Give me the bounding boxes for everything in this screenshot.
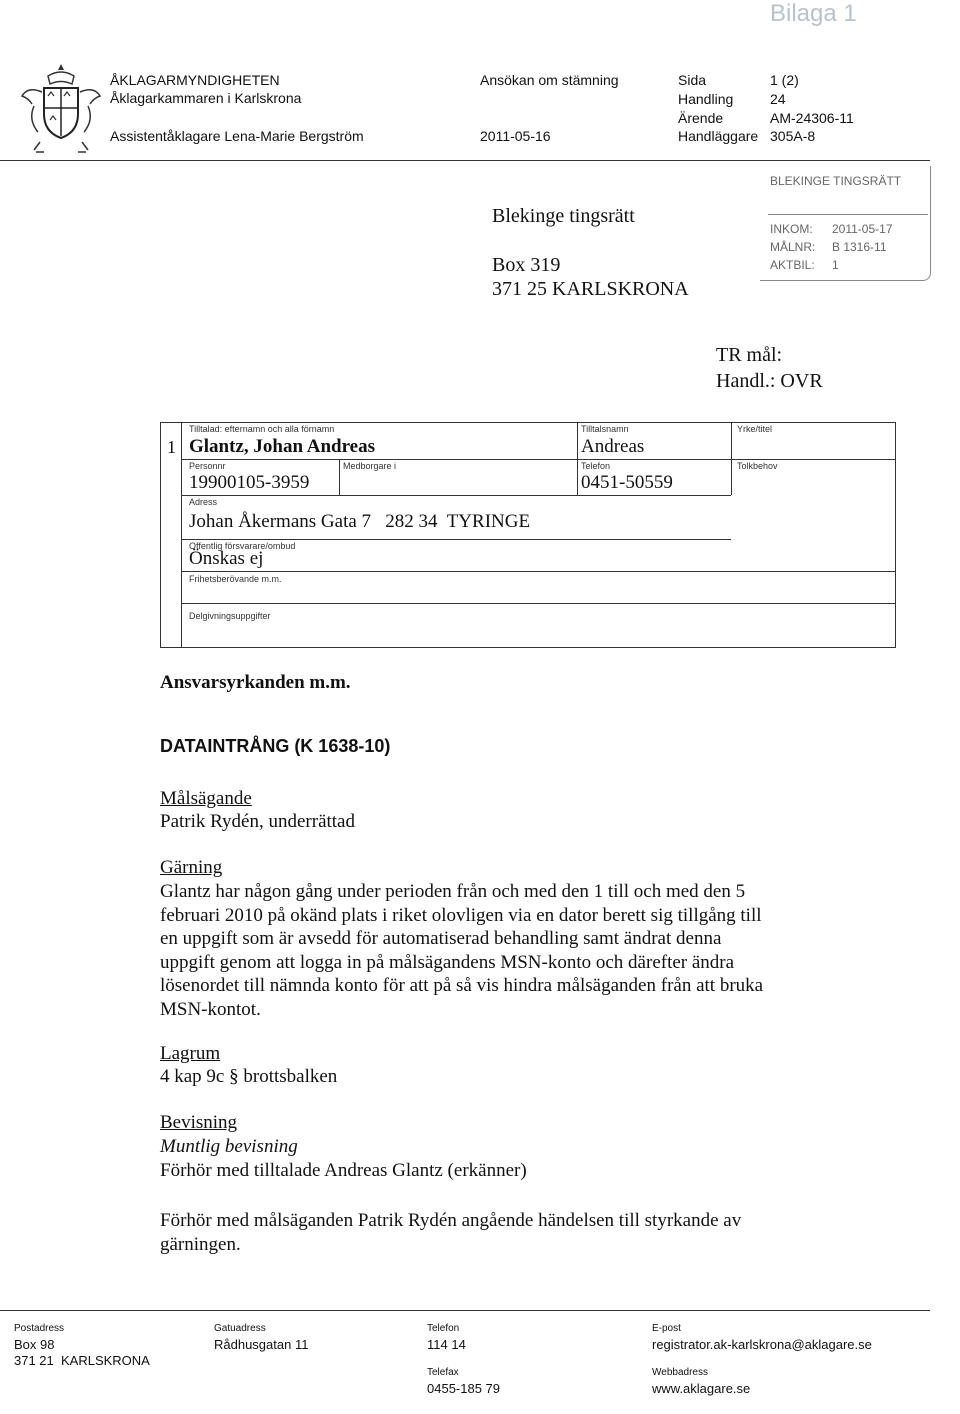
recipient-line-3: 371 25 KARLSKRONA — [492, 278, 689, 300]
footer-fax-label: Telefax — [427, 1367, 459, 1378]
footer-post-2: 371 21 KARLSKRONA — [14, 1353, 150, 1368]
tolkbehov-label: Tolkbehov — [737, 461, 778, 471]
lagrum-heading: Lagrum — [160, 1043, 221, 1064]
attachment-label: Bilaga 1 — [770, 0, 857, 27]
lagrum: 4 kap 9c § brottsbalken — [160, 1066, 338, 1087]
crime-heading: DATAINTRÅNG (K 1638-10) — [160, 736, 391, 756]
handlaggare-value: 305A-8 — [770, 128, 816, 144]
arende-value: AM-24306-11 — [770, 110, 854, 126]
footer-tel: 114 14 — [427, 1337, 466, 1352]
form-vertical-rule — [181, 423, 182, 647]
form-row-rule — [181, 539, 731, 540]
stamp-malnr-value: B 1316-11 — [832, 240, 887, 254]
forsvarare: Önskas ej — [189, 548, 264, 569]
footer-post-label: Postadress — [14, 1323, 65, 1334]
forhor-tilltalad: Förhör med tilltalade Andreas Glantz (erkänner) — [160, 1160, 527, 1181]
yrke-label: Yrke/titel — [737, 424, 773, 434]
personnr-label: Personnr — [189, 461, 226, 471]
defendant-name: Glantz, Johan Andreas — [189, 436, 375, 457]
footer-divider — [0, 1310, 930, 1311]
medborgare-label: Medborgare i — [343, 461, 397, 471]
form-row-rule — [181, 603, 895, 604]
name-label: Tilltalad: efternamn och alla förnamn — [189, 424, 335, 434]
garning-heading: Gärning — [160, 857, 223, 878]
forhor-line: Förhör med målsäganden Patrik Rydén angående händelsen till styrkande av — [160, 1210, 742, 1231]
org-name: ÅKLAGARMYNDIGHETEN — [110, 72, 280, 88]
document-date: 2011-05-16 — [480, 128, 551, 144]
recipient-line-1: Blekinge tingsrätt — [492, 205, 635, 227]
garning-line: Glantz har någon gång under perioden från och med den 1 till och med den 5 — [160, 881, 746, 902]
defendant-form — [160, 422, 896, 648]
footer-fax: 0455-185 79 — [427, 1381, 501, 1396]
garning-line: MSN-kontot. — [160, 998, 261, 1020]
stamp-inkom-label: INKOM: — [770, 222, 813, 236]
arende-label: Ärende — [678, 110, 724, 126]
section-heading-ansvar: Ansvarsyrkanden m.m. — [160, 672, 351, 693]
garning-line: lösenordet till nämnda konto för att på så vis hindra målsäganden från att bruka — [160, 975, 764, 996]
handling-label: Handling — [678, 91, 734, 107]
sida-value: 1 (2) — [770, 72, 799, 88]
garning-line: uppgift genom att logga in på målsägandens MSN-konto och därefter ändra — [160, 951, 735, 973]
telefon-label: Telefon — [581, 461, 611, 471]
form-vertical-rule — [339, 459, 340, 495]
adress-label: Adress — [189, 497, 218, 507]
tr-mal: TR mål: — [716, 344, 783, 366]
footer-epost[interactable]: registrator.ak-karlskrona@aklagare.se — [652, 1337, 872, 1352]
forhor-line: gärningen. — [160, 1233, 241, 1255]
personnr: 19900105-3959 — [189, 472, 310, 493]
tilltalsnamn: Andreas — [581, 436, 645, 457]
bevisning-heading: Bevisning — [160, 1112, 238, 1133]
garning-text — [160, 880, 763, 1021]
coat-of-arms-logo — [20, 62, 102, 158]
adress: Johan Åkermans Gata 7 282 34 TYRINGE — [189, 511, 531, 532]
frihet-label: Frihetsberövande m.m. — [189, 574, 282, 584]
sida-label: Sida — [678, 72, 707, 88]
footer-webb[interactable]: www.aklagare.se — [652, 1381, 751, 1396]
stamp-malnr-label: MÅLNR: — [770, 240, 816, 254]
footer-tel-label: Telefon — [427, 1323, 460, 1334]
telefon: 0451-50559 — [581, 472, 673, 493]
header-divider — [0, 160, 930, 161]
defendant-number: 1 — [167, 437, 176, 457]
handl: Handl.: OVR — [716, 370, 823, 392]
footer-gatu-label: Gatuadress — [214, 1323, 266, 1334]
garning-line: februari 2010 på okänd plats i riket olovligen via en dator berett sig tillgång till — [160, 904, 762, 926]
tilltalsnamn-label: Tilltalsnamn — [581, 424, 629, 434]
footer-post-1: Box 98 — [14, 1337, 55, 1352]
office-name: Åklagarkammaren i Karlskrona — [110, 90, 302, 106]
footer-epost-label: E-post — [652, 1323, 681, 1334]
forsvarare-label: Offentlig försvarare/ombud — [189, 541, 296, 551]
garning-line: en uppgift som är avsedd för automatiserad behandling samt ändrat denna — [160, 928, 722, 949]
handling-value: 24 — [770, 91, 786, 107]
prosecutor-name: Assistentåklagare Lena-Marie Bergström — [110, 128, 364, 144]
form-row-rule — [181, 571, 895, 572]
malsagande: Patrik Rydén, underrättad — [160, 811, 355, 832]
form-row-rule — [181, 459, 895, 460]
stamp-aktbil-label: AKTBIL: — [770, 258, 815, 272]
muntlig-bevisning: Muntlig bevisning — [160, 1136, 298, 1157]
stamp-aktbil-value: 1 — [832, 258, 839, 272]
court-stamp — [760, 166, 931, 281]
footer-webb-label: Webbadress — [652, 1367, 708, 1378]
form-row-rule — [181, 495, 731, 496]
document-type: Ansökan om stämning — [480, 72, 619, 88]
stamp-title: BLEKINGE TINGSRÄTT — [770, 174, 902, 188]
recipient-line-2: Box 319 — [492, 254, 561, 276]
handlaggare-label: Handläggare — [678, 128, 759, 144]
footer-gatu: Rådhusgatan 11 — [214, 1337, 309, 1352]
malsagande-heading: Målsägande — [160, 788, 252, 809]
stamp-inkom-value: 2011-05-17 — [832, 222, 893, 236]
delgivning-label: Delgivningsuppgifter — [189, 611, 271, 621]
stamp-divider — [768, 214, 928, 215]
forhor-malsagande — [160, 1209, 741, 1256]
